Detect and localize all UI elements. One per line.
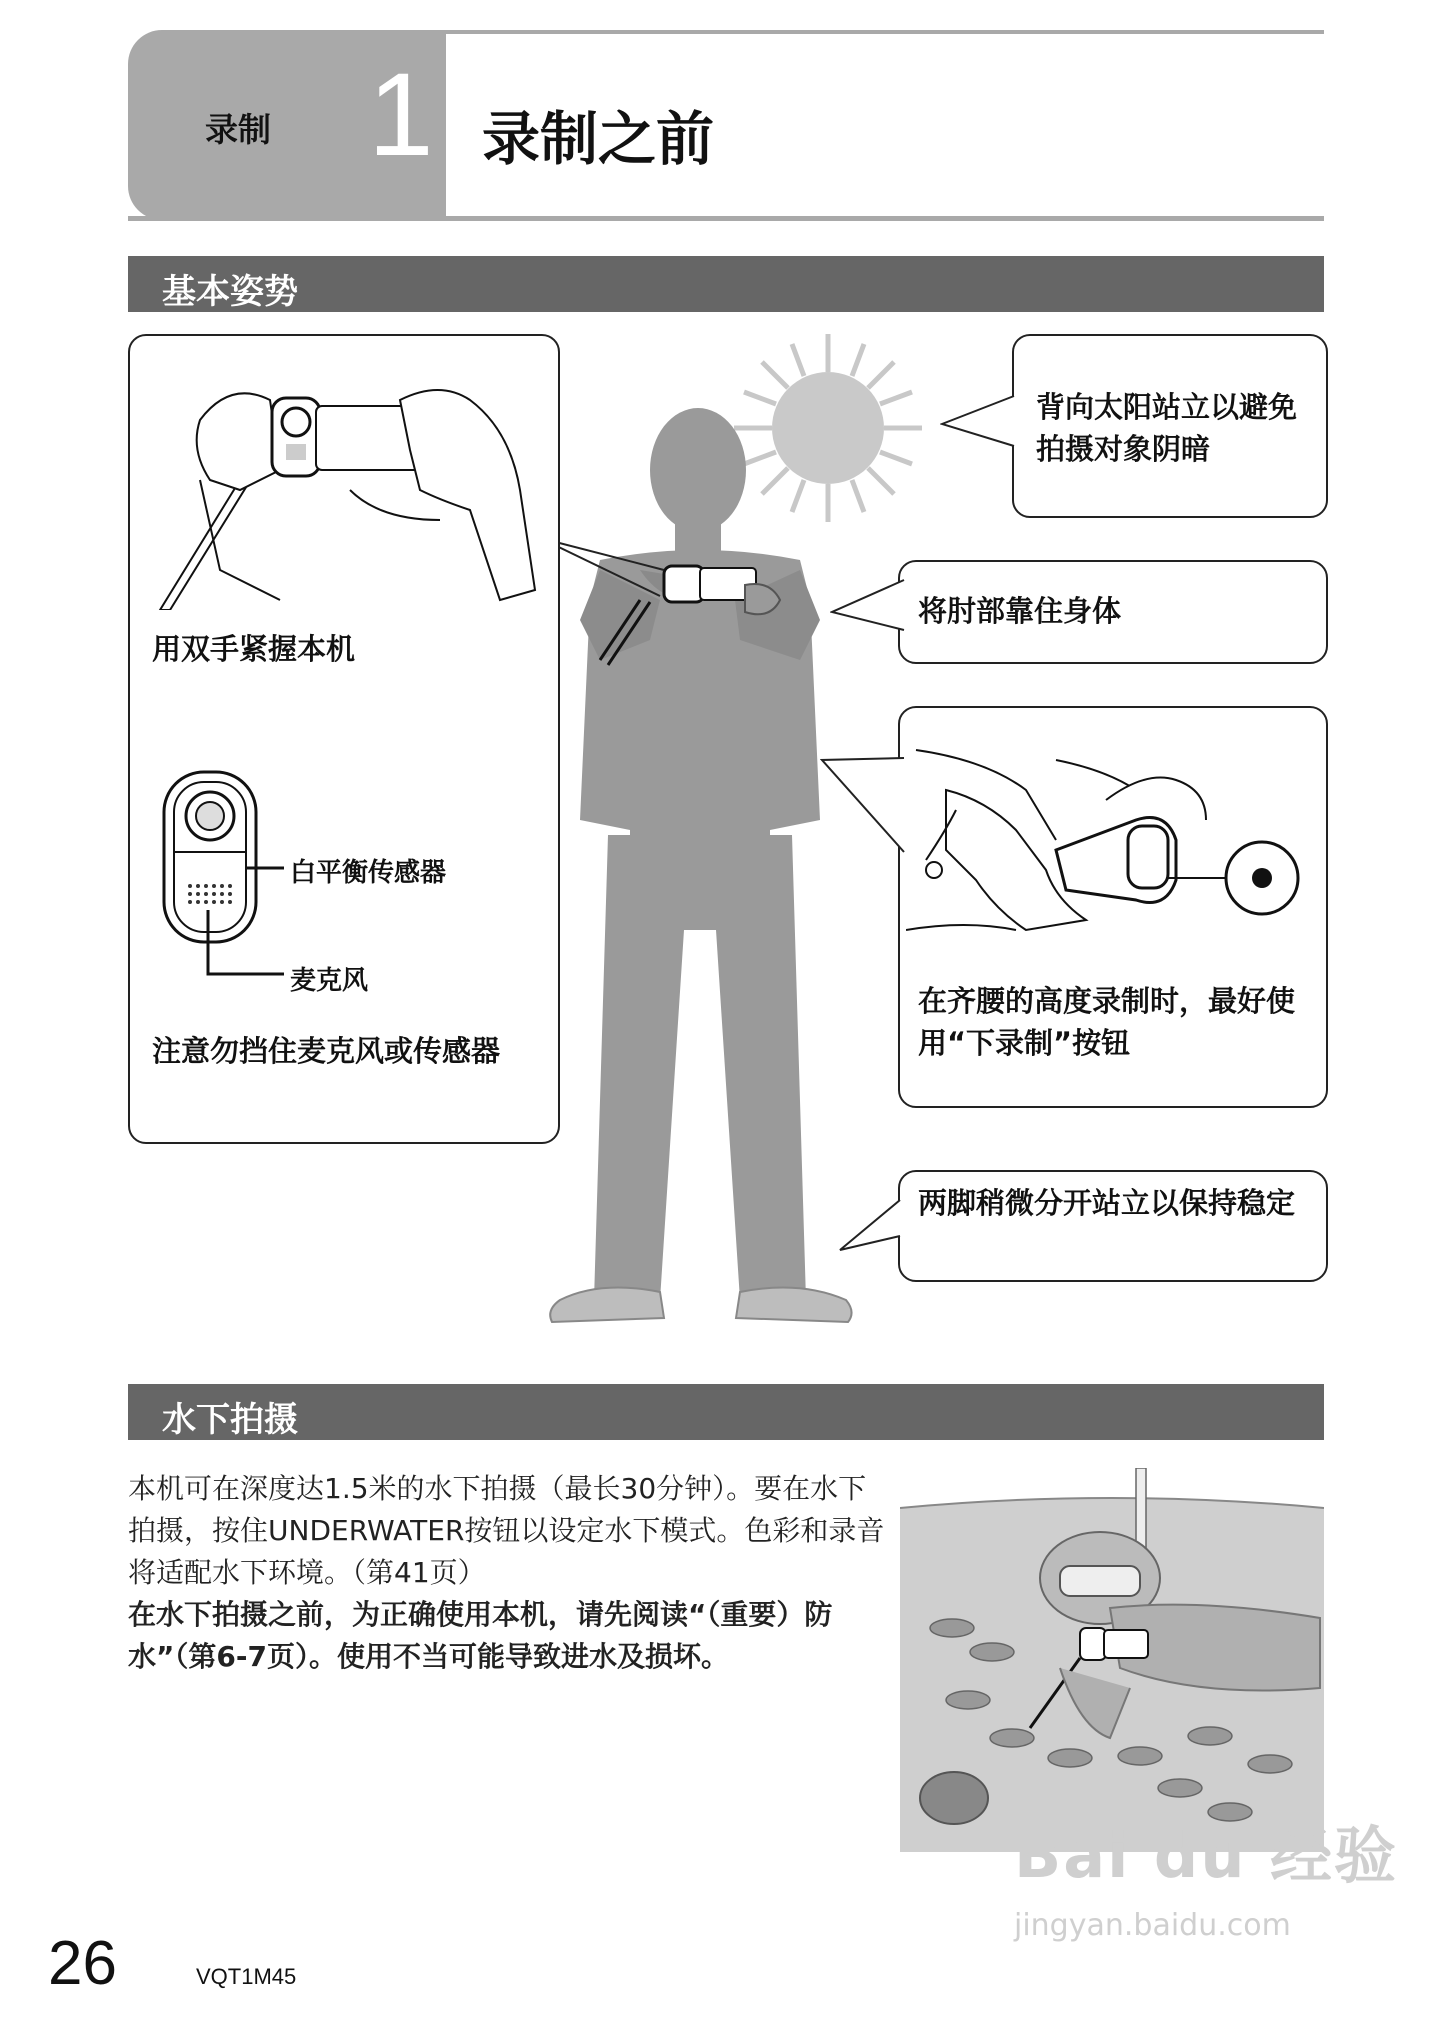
label-microphone: 麦克风 [290, 966, 369, 996]
callout-elbow-text: 将肘部靠住身体 [918, 594, 1122, 628]
callout-pointer [820, 752, 910, 862]
section-title: 基本姿势 [162, 272, 298, 312]
callout-pointer [830, 574, 910, 644]
callout-sun-text: 背向太阳站立以避免拍摄对象阴暗 [1036, 390, 1298, 466]
page-title: 录制之前 [482, 105, 715, 173]
underwater-diver-illustration [900, 1468, 1324, 1852]
callout-feet-text: 两脚稍微分开站立以保持稳定 [918, 1186, 1296, 1220]
callout-waist-text: 在齐腰的高度录制时，最好使用“下录制”按钮 [918, 984, 1296, 1060]
underwater-paragraph: 本机可在深度达1.5米的水下拍摄（最长30分钟）。要在水下拍摄，按住UNDERWATER按钮以设定水下模式。色彩和录音将适配水下环境。（第41页） [128, 1472, 885, 1589]
model-code: VQT1M45 [196, 1964, 297, 1989]
section-label: 录制 [205, 110, 271, 149]
page-number: 26 [48, 1929, 117, 1998]
hands-holding-camera-illustration [140, 370, 550, 610]
underwater-warning: 在水下拍摄之前，为正确使用本机，请先阅读“（重要）防水”（第6-7页）。使用不当可能导致进水及损坏。 [128, 1598, 833, 1673]
callout-pointer [940, 390, 1020, 460]
camera-front-illustration [160, 768, 290, 988]
chapter-number: 1 [368, 49, 434, 181]
tip-hold-with-both-hands: 用双手紧握本机 [152, 632, 356, 666]
callout-pointer [836, 1196, 906, 1266]
watermark-url: jingyan.baidu.com [1014, 1908, 1291, 1943]
tip-do-not-cover: 注意勿挡住麦克风或传感器 [152, 1034, 501, 1068]
section-title: 水下拍摄 [162, 1400, 298, 1440]
watermark-brand: Bai du 经验 [1014, 1819, 1399, 1892]
waist-recording-hands-illustration [906, 730, 1316, 960]
section-bar-underwater [128, 1384, 1324, 1440]
label-white-balance-sensor: 白平衡传感器 [290, 858, 447, 888]
sun-icon [734, 334, 922, 522]
